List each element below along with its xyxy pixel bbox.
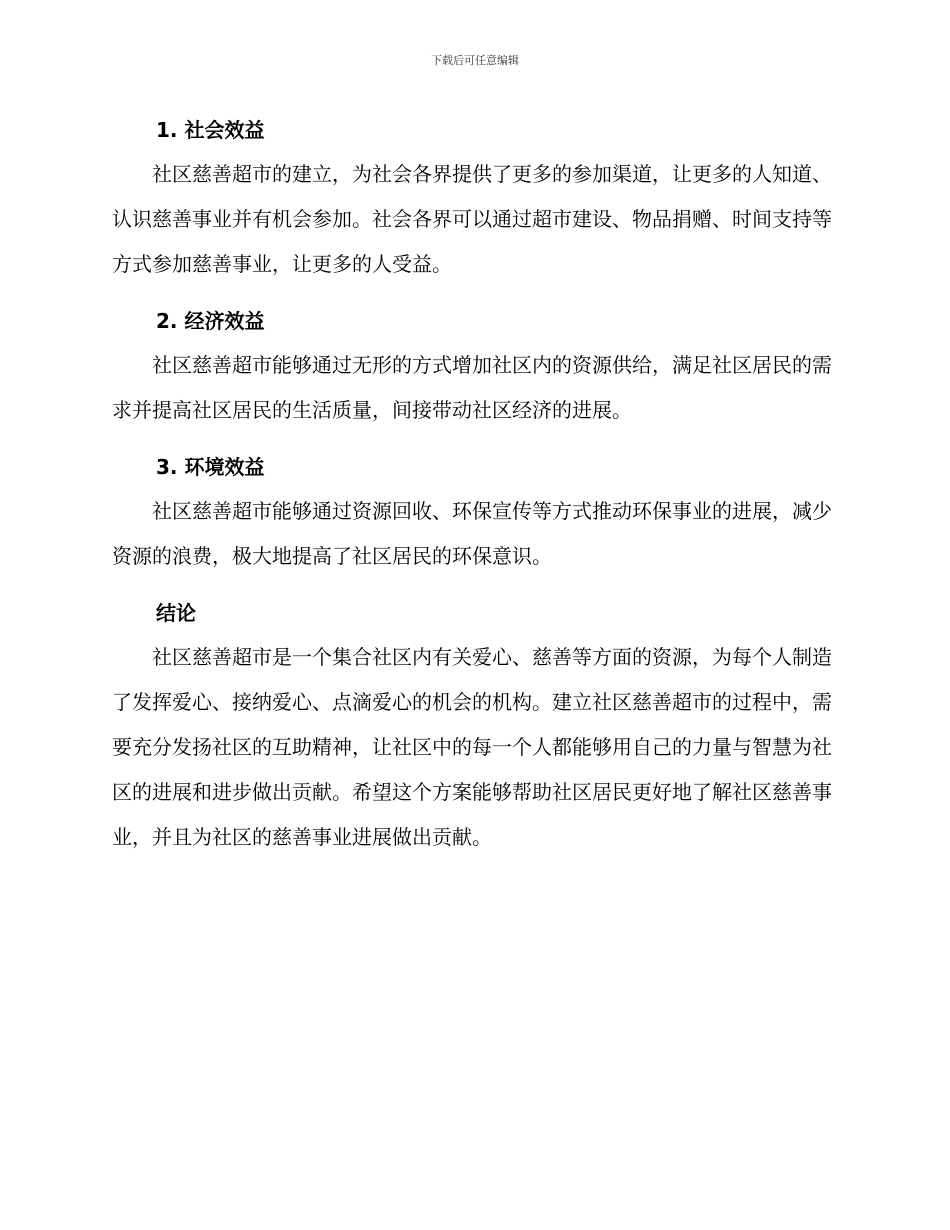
section-economic-benefit: [112, 299, 832, 433]
section-heading: 2. 经济效益: [156, 309, 265, 333]
section-paragraph: 社区慈善超市能够通过资源回收、环保宣传等方式推动环保事业的进展，减少资源的浪费，极大地提高了社区居民的环保意识。: [112, 499, 832, 568]
section-heading: 结论: [156, 601, 196, 625]
section-heading: 3. 环境效益: [156, 455, 265, 479]
section-heading: 1. 社会效益: [156, 118, 265, 142]
section-paragraph: 社区慈善超市的建立，为社会各界提供了更多的参加渠道，让更多的人知道、认识慈善事业并有机会参加。社会各界可以通过超市建设、物品捐赠、时间支持等方式参加慈善事业，让更多的人受益。: [112, 162, 832, 276]
document-body: [112, 108, 832, 872]
section-conclusion: [112, 591, 832, 860]
section-paragraph: 社区慈善超市能够通过无形的方式增加社区内的资源供给，满足社区居民的需求并提高社区居民的生活质量，间接带动社区经济的进展。: [112, 353, 832, 422]
section-paragraph: 社区慈善超市是一个集合社区内有关爱心、慈善等方面的资源，为每个人制造了发挥爱心、接纳爱心、点滴爱心的机会的机构。建立社区慈善超市的过程中，需要充分发扬社区的互助精神，让社区中的每一个人都能够用自己的力量与智慧为社区的进展和进步做出贡献。希望这个方案能够帮助社区居民更好地了解社区慈善事业，并且为社区的慈善事业进展做出贡献。: [112, 645, 832, 849]
section-social-benefit: [112, 108, 832, 287]
page-header: 下载后可任意编辑: [431, 54, 519, 67]
section-environmental-benefit: [112, 445, 832, 579]
